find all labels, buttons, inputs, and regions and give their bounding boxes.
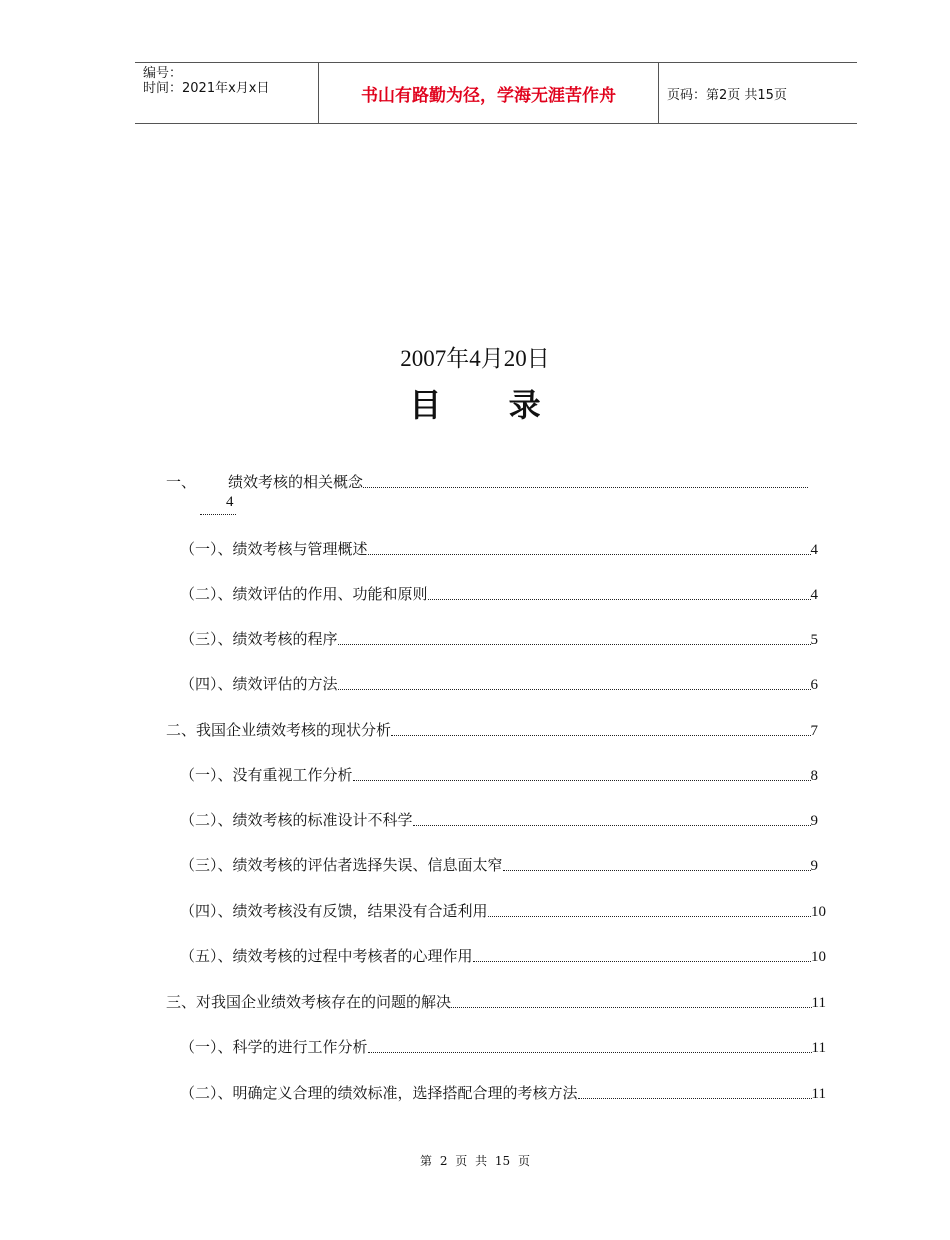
toc-leader-dots (578, 1097, 812, 1099)
toc-entry-page: 9 (810, 858, 818, 874)
toc-entry[interactable] (180, 537, 818, 559)
toc-leader-dots (473, 960, 811, 962)
toc-entry-number: （四）、 (180, 675, 233, 693)
toc-entry-number: 三、 (166, 993, 197, 1011)
toc-leader-dots (338, 643, 811, 645)
toc-entry-page: 11 (811, 995, 826, 1011)
toc-entry-page: 9 (810, 813, 818, 829)
toc-entry-page: 10 (811, 949, 826, 965)
toc-entry[interactable] (180, 763, 818, 785)
toc-entry-number: （一）、 (180, 540, 233, 558)
toc-entry[interactable] (166, 718, 818, 740)
toc-entry-page: 11 (811, 1086, 826, 1102)
toc-entry-page: 11 (811, 1040, 826, 1056)
toc-leader-dots (428, 598, 811, 600)
document-date: 2007年4月20日 (400, 346, 550, 371)
toc-entry-page: 4 (810, 542, 818, 558)
time-label: 时间：2021年x月x日 (143, 81, 270, 96)
toc-leader-dots (368, 553, 811, 555)
toc-leader-dots (391, 734, 810, 736)
toc-entry-text: 绩效考核的标准设计不科学 (232, 811, 413, 829)
toc-entry-number: 二、 (166, 721, 197, 739)
toc-entry-text: 对我国企业绩效考核存在的问题的解决 (196, 993, 452, 1011)
toc-entry[interactable] (180, 808, 818, 830)
toc-entry-text: 绩效考核的程序 (232, 630, 338, 648)
toc-entry[interactable] (166, 990, 826, 1012)
toc-entry[interactable] (180, 944, 826, 966)
toc-entry-number: （四）、 (180, 902, 233, 920)
toc-entry-text: 绩效考核的过程中考核者的心理作用 (232, 947, 473, 965)
toc-entry-number: （二）、 (180, 585, 233, 603)
toc-entry[interactable] (180, 1035, 826, 1057)
toc-entry-text: 没有重视工作分析 (232, 766, 353, 784)
toc-entry[interactable] (180, 582, 818, 604)
toc-entry[interactable] (180, 672, 818, 694)
toc-entry-number: （二）、 (180, 811, 233, 829)
toc-leader-dots (503, 869, 811, 871)
toc-entry-text: 绩效考核的评估者选择失误、信息面太窄 (232, 856, 503, 874)
toc-entry[interactable] (180, 627, 818, 649)
toc-entry-number: （一）、 (180, 1038, 233, 1056)
toc-entry[interactable] (180, 1081, 826, 1103)
toc-entry-text: 绩效评估的作用、功能和原则 (232, 585, 428, 603)
toc-entry-number: （五）、 (180, 947, 233, 965)
toc-entry[interactable] (180, 899, 826, 921)
toc-leader-dots (363, 486, 808, 488)
toc-title: 目 录 (409, 386, 569, 424)
toc-entry-page: 4 (200, 494, 236, 515)
toc-entry-number: （一）、 (180, 766, 233, 784)
toc-entry-text: 绩效考核的相关概念 (228, 473, 364, 491)
toc-entry-number: （三）、 (180, 856, 233, 874)
toc-entry[interactable] (166, 470, 808, 492)
toc-entry-number: 一、 (166, 473, 197, 491)
toc-entry-text: 绩效评估的方法 (232, 675, 338, 693)
header-motto: 书山有路勤为径，学海无涯苦作舟 (319, 63, 659, 123)
toc-leader-dots (338, 688, 811, 690)
header-page-info: 页码：第2页 共15页 (667, 87, 787, 103)
page-footer: 第 2 页 共 15 页 (420, 1154, 530, 1168)
toc-leader-dots (488, 915, 811, 917)
toc-leader-dots (353, 779, 811, 781)
toc-leader-dots (451, 1006, 812, 1008)
toc-leader-dots (413, 824, 811, 826)
toc-entry-page: 5 (810, 632, 818, 648)
toc-entry-text: 明确定义合理的绩效标准，选择搭配合理的考核方法 (232, 1084, 578, 1102)
document-header (135, 62, 857, 124)
toc-entry-page: 4 (810, 587, 818, 603)
toc-entry-text: 我国企业绩效考核的现状分析 (196, 721, 392, 739)
header-meta (135, 63, 319, 123)
toc-entry-text: 绩效考核没有反馈，结果没有合适利用 (232, 902, 488, 920)
toc-entry-text: 绩效考核与管理概述 (232, 540, 368, 558)
toc-entry-page: 8 (810, 768, 818, 784)
toc-entry-number: （三）、 (180, 630, 233, 648)
toc-entry-page: 7 (810, 723, 818, 739)
toc-entry-page: 10 (811, 904, 826, 920)
toc-leader-dots (368, 1051, 812, 1053)
serial-label: 编号： (143, 66, 183, 81)
toc-entry-number: （二）、 (180, 1084, 233, 1102)
toc-entry-page: 6 (810, 677, 818, 693)
toc-entry[interactable] (180, 853, 818, 875)
toc-entry-text: 科学的进行工作分析 (232, 1038, 368, 1056)
